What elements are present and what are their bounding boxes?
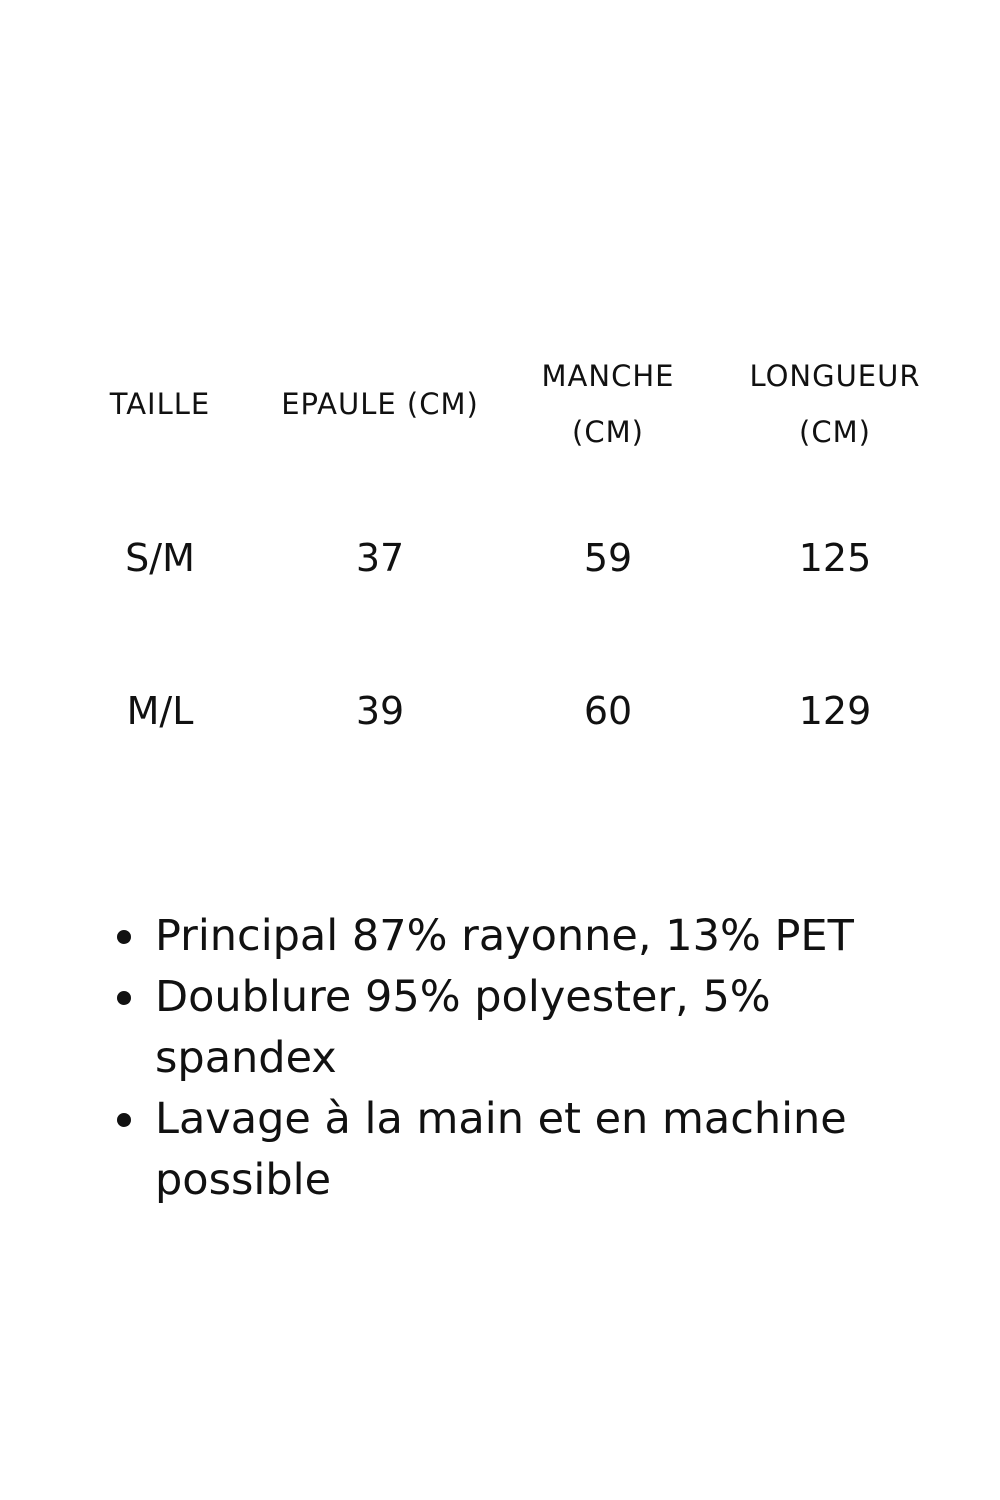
spec-item-main-fabric (110, 906, 960, 967)
header-longueur-unit: (CM) (799, 415, 871, 449)
header-epaule-label: EPAULE (CM) (281, 387, 479, 421)
row-sm-size: S/M (125, 536, 195, 580)
row-ml-size: M/L (126, 689, 194, 733)
spec-text: Lavage à la main et en machine possible (155, 1094, 847, 1205)
header-taille (60, 376, 260, 432)
header-taille-label: TAILLE (109, 387, 211, 421)
row-sm-epaule: 37 (355, 536, 405, 580)
product-specs-list (110, 906, 960, 1211)
spec-text: Principal 87% rayonne, 13% PET (155, 911, 854, 961)
header-longueur (720, 348, 950, 460)
bullet-icon (117, 930, 131, 944)
row-ml-manche: 60 (583, 689, 633, 733)
spec-item-washing (110, 1089, 960, 1211)
row-ml-longueur: 129 (798, 689, 872, 733)
header-manche-unit: (CM) (572, 415, 644, 449)
bullet-icon (117, 1113, 131, 1127)
header-longueur-label: LONGUEUR (749, 359, 921, 393)
header-epaule (260, 376, 500, 432)
spec-item-lining (110, 967, 960, 1089)
row-ml-epaule: 39 (355, 689, 405, 733)
row-sm-longueur: 125 (798, 536, 872, 580)
spec-text: Doublure 95% polyester, 5% spandex (155, 972, 771, 1083)
header-manche-label: MANCHE (541, 359, 675, 393)
row-sm-manche: 59 (583, 536, 633, 580)
bullet-icon (117, 991, 131, 1005)
header-manche (498, 348, 718, 460)
